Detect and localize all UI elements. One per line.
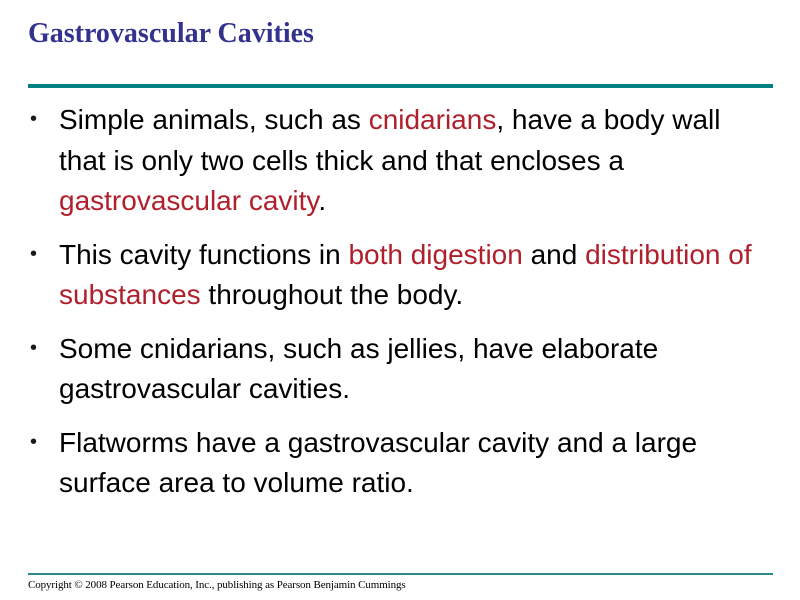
bullet-text: Simple animals, such as: [59, 104, 369, 135]
bullet-text: throughout the body.: [200, 279, 464, 310]
bullet-dot-icon: •: [30, 242, 38, 265]
highlighted-term: gastrovascular cavity: [59, 185, 319, 216]
bullet-dot-icon: •: [30, 108, 38, 130]
highlighted-term: both digestion: [348, 238, 523, 270]
bullet-text: Some cnidarians, such as jellies, have elaborate gastrovascular cavities.: [59, 332, 659, 404]
title-divider: [28, 84, 773, 88]
copyright-footer: Copyright © 2008 Pearson Education, Inc., publishing as Pearson Benjamin Cummings: [28, 579, 406, 591]
bullet-item: [28, 423, 758, 504]
bullet-list: [28, 100, 758, 517]
bullet-item: [28, 235, 758, 316]
highlighted-term: distribution of substances: [59, 238, 752, 310]
footer-divider: [28, 573, 773, 575]
bullet-dot-icon: •: [30, 430, 38, 453]
highlighted-term: cnidarians: [368, 104, 497, 135]
bullet-text: , have a body wall that is only two cells thick and that encloses a: [59, 104, 721, 176]
bullet-text: Flatworms have a gastrovascular cavity and a large surface area to volume ratio.: [59, 426, 698, 498]
bullet-text: This cavity functions in: [59, 238, 349, 270]
slide-title: Gastrovascular Cavities: [28, 18, 314, 49]
bullet-text: .: [318, 185, 327, 216]
bullet-text: and: [522, 238, 586, 270]
bullet-item: [28, 329, 758, 410]
bullet-dot-icon: •: [30, 336, 38, 359]
bullet-item: [28, 100, 758, 222]
